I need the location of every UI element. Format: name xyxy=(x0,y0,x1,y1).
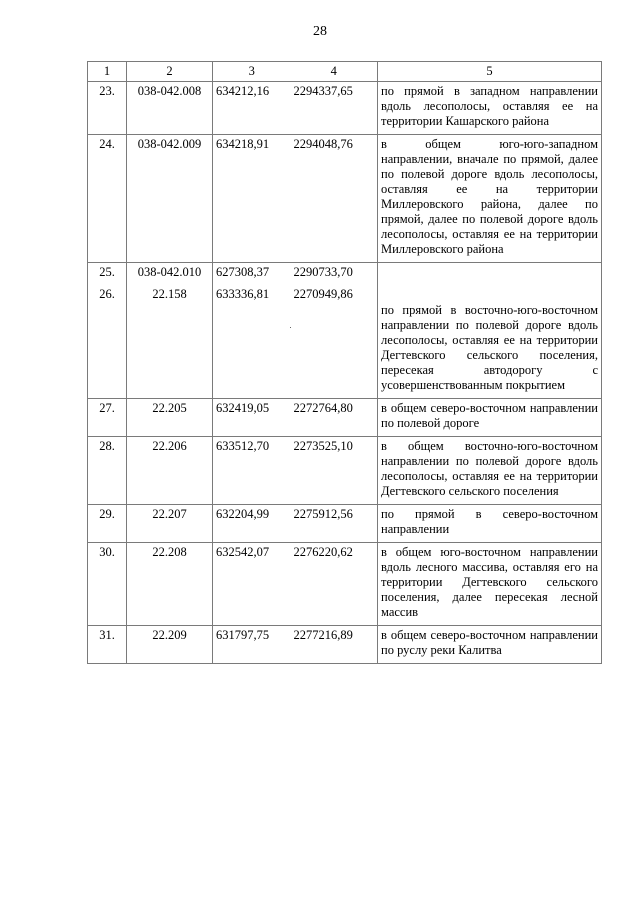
row-number: 24. xyxy=(88,135,127,263)
boundary-description xyxy=(378,263,602,286)
coord-y: 2270949,86 xyxy=(291,285,378,399)
boundary-description: в общем северо-восточном направлении по руслу реки Калитва xyxy=(378,626,602,664)
coord-y: 2272764,80 xyxy=(291,399,378,437)
table-row xyxy=(88,505,602,543)
boundary-description: в общем юго-юго-западном направлении, вначале по прямой, далее по полевой дороге вдоль лесополосы, оставляя ее на территории Миллеровского района, далее по прямой, далее по полевой дороге вдоль лесополосы, оставляя ее на территории Миллеровского района xyxy=(378,135,602,263)
table-row xyxy=(88,437,602,505)
header-cell: 4 xyxy=(291,62,378,82)
boundary-description: в общем северо-восточном направлении по полевой дороге xyxy=(378,399,602,437)
coord-y: 2275912,56 xyxy=(291,505,378,543)
coordinates-table xyxy=(87,61,602,664)
boundary-description: по прямой в западном направлении вдоль лесополосы, оставляя ее на территории Кашарского района xyxy=(378,82,602,135)
row-number: 27. xyxy=(88,399,127,437)
boundary-description: в общем юго-восточном направлении вдоль лесного массива, оставляя его на территории Дегтевского сельского поселения, далее пересекая лесной массив xyxy=(378,543,602,626)
table-row xyxy=(88,543,602,626)
coord-y: 2294337,65 xyxy=(291,82,378,135)
table-row xyxy=(88,82,602,135)
coord-y: 2277216,89 xyxy=(291,626,378,664)
row-number: 28. xyxy=(88,437,127,505)
table-row xyxy=(88,626,602,664)
coord-y: 2294048,76 xyxy=(291,135,378,263)
table-row xyxy=(88,285,602,399)
coord-y: 2273525,10 xyxy=(291,437,378,505)
boundary-description: в общем восточно-юго-восточном направлении по полевой дороге вдоль лесополосы, оставляя ее на территории Дегтевского сельского поселения xyxy=(378,437,602,505)
table-row xyxy=(88,263,602,286)
row-number: 26. xyxy=(88,285,127,399)
point-code: 22.207 xyxy=(127,505,213,543)
point-code: 038-042.009 xyxy=(127,135,213,263)
coord-x: 631797,75 xyxy=(213,626,291,664)
header-cell: 2 xyxy=(127,62,213,82)
header-cell: 3 xyxy=(213,62,291,82)
row-number: 31. xyxy=(88,626,127,664)
row-number: 30. xyxy=(88,543,127,626)
header-cell: 1 xyxy=(88,62,127,82)
coord-x: 634218,91 xyxy=(213,135,291,263)
table-row xyxy=(88,399,602,437)
point-code: 22.208 xyxy=(127,543,213,626)
coord-x: 633512,70 xyxy=(213,437,291,505)
header-cell: 5 xyxy=(378,62,602,82)
row-number: 29. xyxy=(88,505,127,543)
row-number: 25. xyxy=(88,263,127,286)
coord-x: 627308,37 xyxy=(213,263,291,286)
coord-x: 634212,16 xyxy=(213,82,291,135)
coord-x: 632542,07 xyxy=(213,543,291,626)
coord-y: 2290733,70 xyxy=(291,263,378,286)
coord-x: 633336,81 xyxy=(213,285,291,399)
point-code: 22.205 xyxy=(127,399,213,437)
coord-x: 632204,99 xyxy=(213,505,291,543)
row-number: 23. xyxy=(88,82,127,135)
boundary-description: по прямой в северо-восточном направлении xyxy=(378,505,602,543)
page-number: 28 xyxy=(313,24,327,39)
table-header-row xyxy=(88,62,602,82)
point-code: 22.206 xyxy=(127,437,213,505)
coord-y: 2276220,62 xyxy=(291,543,378,626)
point-code: 22.209 xyxy=(127,626,213,664)
point-code: 038-042.010 xyxy=(127,263,213,286)
table-row xyxy=(88,135,602,263)
boundary-description: по прямой в восточно-юго-восточном направлении по полевой дороге вдоль лесополосы, оставляя ее на территории Дегтевского сельского поселения, пересекая автодорогу с усовершенствованным покрытием xyxy=(378,285,602,399)
coord-x: 632419,05 xyxy=(213,399,291,437)
point-code: 22.158 xyxy=(127,285,213,399)
scan-speck xyxy=(290,327,291,328)
point-code: 038-042.008 xyxy=(127,82,213,135)
